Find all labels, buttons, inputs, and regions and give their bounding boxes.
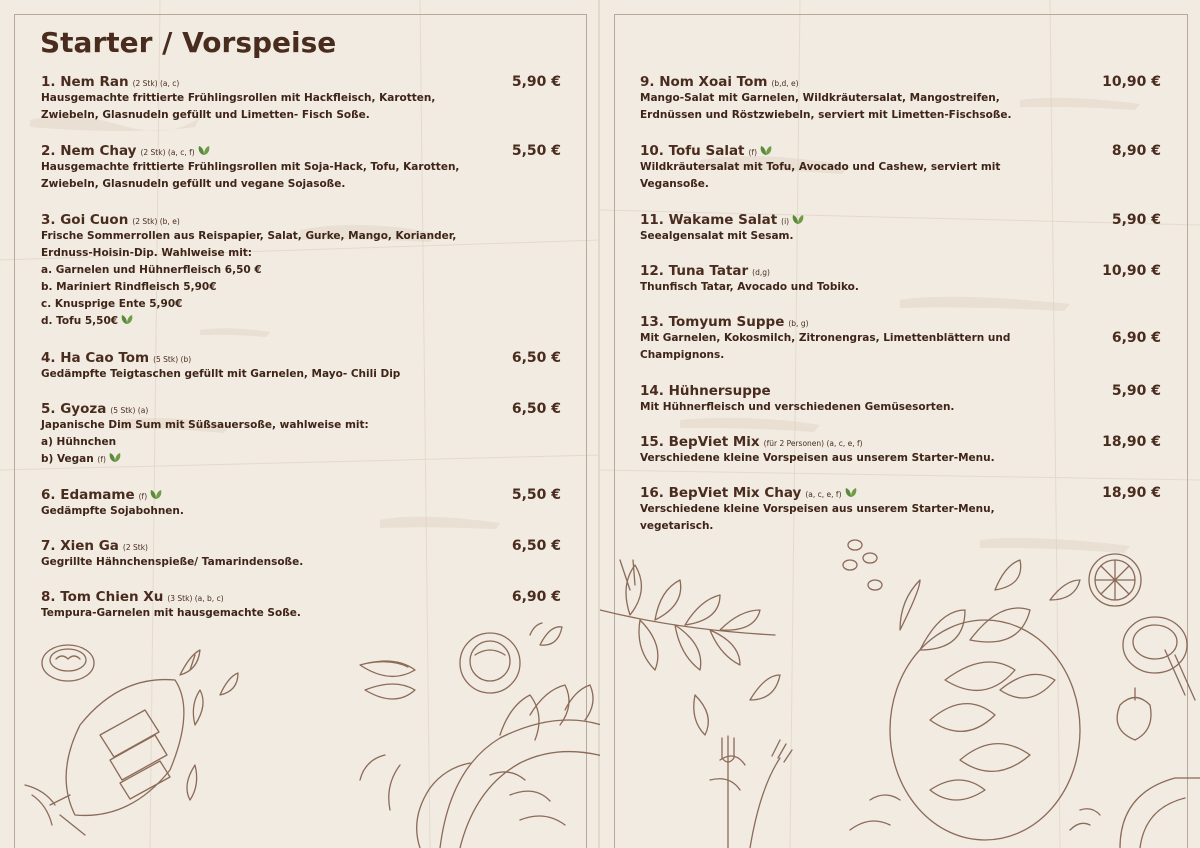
vegan-leaf-icon <box>149 489 163 500</box>
item-description: Erdnuss-Hoisin-Dip. Wahlweise mit: <box>41 247 253 259</box>
item-name: 7. Xien Ga (2 Stk) <box>41 538 148 554</box>
menu-item <box>41 74 561 143</box>
food-sketch-right-illustration <box>600 530 1200 848</box>
item-description: Vegansoße. <box>640 178 709 190</box>
item-description: Gedämpfte Sojabohnen. <box>41 505 184 517</box>
menu-item <box>640 74 1161 143</box>
item-description: Japanische Dim Sum mit Süßsauersoße, wahlweise mit: <box>41 419 369 431</box>
vegan-leaf-icon <box>844 487 858 498</box>
vegan-leaf-icon <box>108 452 122 463</box>
item-name: 14. Hühnersuppe <box>640 383 771 399</box>
item-description: Champignons. <box>640 349 725 361</box>
item-price: 6,90 € <box>511 589 561 605</box>
item-description: Hausgemachte frittierte Frühlingsrollen mit Soja-Hack, Tofu, Karotten, <box>41 161 460 173</box>
right-menu-column <box>640 74 1161 545</box>
item-name: 4. Ha Cao Tom (5 Stk) (b) <box>41 350 192 366</box>
item-description: Mango-Salat mit Garnelen, Wildkräutersalat, Mangostreifen, <box>640 92 1000 104</box>
menu-item <box>640 485 1161 545</box>
item-name: 8. Tom Chien Xu (3 Stk) (a, b, c) <box>41 589 224 605</box>
item-price: 6,50 € <box>511 538 561 554</box>
menu-item <box>41 401 561 487</box>
item-name: 2. Nem Chay (2 Stk) (a, c, f) <box>41 143 211 159</box>
item-description: Tempura-Garnelen mit hausgemachte Soße. <box>41 607 301 619</box>
item-description: Zwiebeln, Glasnudeln gefüllt und Limetten- Fisch Soße. <box>41 109 370 121</box>
item-name: 6. Edamame (f) <box>41 487 163 503</box>
item-description: Gegrillte Hähnchenspieße/ Tamarindensoße. <box>41 556 304 568</box>
item-description: Frische Sommerrollen aus Reispapier, Salat, Gurke, Mango, Koriander, <box>41 230 457 242</box>
item-name: 10. Tofu Salat (f) <box>640 143 773 159</box>
menu-item <box>41 350 561 401</box>
item-price: 5,50 € <box>511 487 561 503</box>
item-description: Thunfisch Tatar, Avocado und Tobiko. <box>640 281 859 293</box>
item-name: 3. Goi Cuon (2 Stk) (b, e) <box>41 212 180 228</box>
vegan-leaf-icon <box>791 214 805 225</box>
item-description: Mit Garnelen, Kokosmilch, Zitronengras, Limettenblättern und <box>640 332 1011 344</box>
item-price: 5,90 € <box>1111 383 1161 399</box>
item-price: 18,90 € <box>1102 434 1161 450</box>
menu-item <box>640 314 1161 383</box>
item-price: 6,50 € <box>511 350 561 366</box>
item-description: Zwiebeln, Glasnudeln gefüllt und vegane Sojasoße. <box>41 178 346 190</box>
item-description: Verschiedene kleine Vorspeisen aus unserem Starter-Menu. <box>640 452 995 464</box>
item-name: 12. Tuna Tatar (d,g) <box>640 263 770 279</box>
item-name: 13. Tomyum Suppe (b, g) <box>640 314 809 330</box>
item-description: Gedämpfte Teigtaschen gefüllt mit Garnelen, Mayo- Chili Dip <box>41 368 401 380</box>
item-price: 10,90 € <box>1102 263 1161 279</box>
item-price: 6,90 € <box>1111 330 1161 346</box>
menu-item <box>640 212 1161 263</box>
item-option: a. Garnelen und Hühnerfleisch 6,50 € <box>41 264 262 276</box>
item-price: 5,90 € <box>511 74 561 90</box>
menu-item <box>41 589 561 629</box>
item-price: 10,90 € <box>1102 74 1161 90</box>
item-description: Erdnüssen und Röstzwiebeln, serviert mit Limetten-Fischsoße. <box>640 109 1012 121</box>
page-title: Starter / Vorspeise <box>40 26 337 59</box>
item-option: b) Vegan (f) <box>41 451 561 468</box>
item-option: b. Mariniert Rindfleisch 5,90€ <box>41 281 217 293</box>
item-description: Verschiedene kleine Vorspeisen aus unserem Starter-Menu, <box>640 503 995 515</box>
item-name: 5. Gyoza (5 Stk) (a) <box>41 401 149 417</box>
vegan-leaf-icon <box>759 145 773 156</box>
menu-item <box>640 434 1161 485</box>
menu-item <box>640 143 1161 212</box>
item-name: 11. Wakame Salat (i) <box>640 212 805 228</box>
item-description: vegetarisch. <box>640 520 714 532</box>
item-price: 5,50 € <box>511 143 561 159</box>
menu-item <box>640 383 1161 434</box>
vegan-leaf-icon <box>197 145 211 156</box>
item-name: 9. Nom Xoai Tom (b,d, e) <box>640 74 799 90</box>
menu-item <box>41 212 561 350</box>
vegan-leaf-icon <box>120 314 134 325</box>
menu-item <box>640 263 1161 314</box>
item-price: 5,90 € <box>1111 212 1161 228</box>
food-sketch-left-illustration <box>20 615 600 848</box>
menu-item <box>41 487 561 538</box>
item-name: 16. BepViet Mix Chay (a, c, e, f) <box>640 485 858 501</box>
item-description: Seealgensalat mit Sesam. <box>640 230 794 242</box>
item-option: c. Knusprige Ente 5,90€ <box>41 298 183 310</box>
item-option: a) Hühnchen <box>41 436 117 448</box>
item-description: Hausgemachte frittierte Frühlingsrollen mit Hackfleisch, Karotten, <box>41 92 436 104</box>
item-option: d. Tofu 5,50€ <box>41 313 561 330</box>
menu-item <box>41 538 561 589</box>
item-description: Mit Hühnerfleisch und verschiedenen Gemüsesorten. <box>640 401 955 413</box>
item-name: 15. BepViet Mix (für 2 Personen) (a, c, e, f) <box>640 434 863 450</box>
item-description: Wildkräutersalat mit Tofu, Avocado und Cashew, serviert mit <box>640 161 1001 173</box>
item-price: 6,50 € <box>511 401 561 417</box>
menu-item <box>41 143 561 212</box>
item-price: 18,90 € <box>1102 485 1161 501</box>
item-name: 1. Nem Ran (2 Stk) (a, c) <box>41 74 180 90</box>
item-price: 8,90 € <box>1111 143 1161 159</box>
left-menu-column <box>41 74 561 629</box>
